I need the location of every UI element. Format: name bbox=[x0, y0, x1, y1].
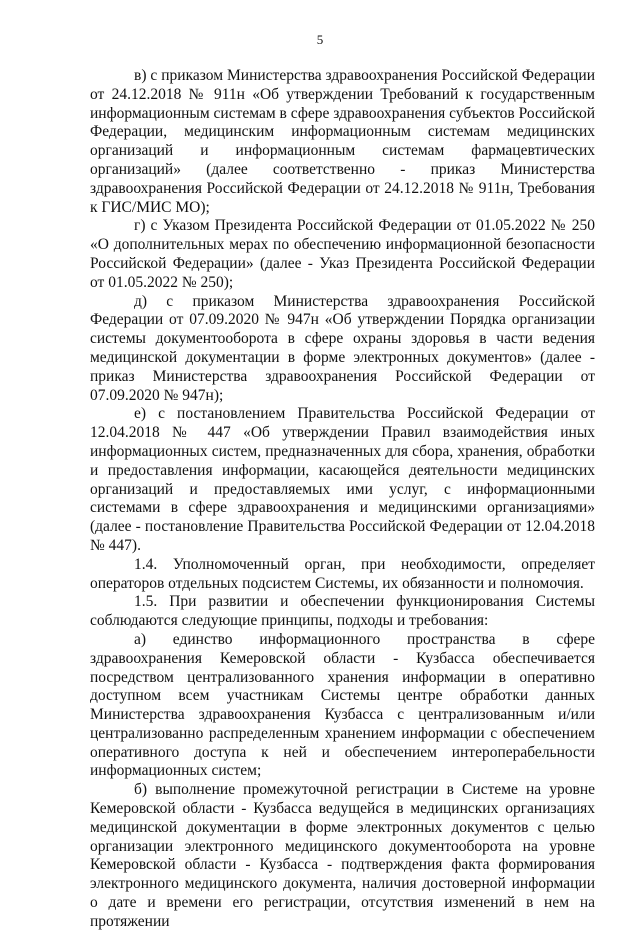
paragraph-1-4: 1.4. Уполномоченный орган, при необходимости, определяет операторов отдельных подсистем Системы, их обязанности и полномочия. bbox=[90, 555, 595, 592]
paragraph-d: д) с приказом Министерства здравоохранения Российской Федерации от 07.09.2020 № 947н «Об утверждении Порядка организации системы документооборота в сфере охраны здоровья в части ведения медицинской документации в форме электронных документов» (далее - приказ Министерства здравоохранения Российской Федерации от 07.09.2020 № 947н); bbox=[90, 292, 595, 404]
paragraph-1-5: 1.5. При развитии и обеспечении функционирования Системы соблюдаются следующие принципы, подходы и требования: bbox=[90, 593, 595, 630]
paragraph-e: е) с постановлением Правительства Российской Федерации от 12.04.2018 № 447 «Об утверждении Правил взаимодействия иных информационных систем, предназначенных для сбора, хранения, обработки и предоставления информации, касающейся деятельности медицинских организаций и предоставляемых ими услуг, с информационными системами в сфере здравоохранения и медицинскими организациями» (далее - постановление Правительства Российской Федерации от 12.04.2018 № 447). bbox=[90, 405, 595, 554]
document-body bbox=[90, 67, 595, 932]
paragraph-a: а) единство информационного пространства в сфере здравоохранения Кемеровской области - Кузбасса обеспечивается посредством централизованного хранения информации в оперативно доступном всем участникам Системы центре обработки данных Министерства здравоохранения Кузбасса с централизованным и/или централизованно распределенным хранением информации с обеспечением оперативного доступа к ней и обеспечением интероперабельности информационных систем; bbox=[90, 630, 595, 780]
paragraph-v: в) с приказом Министерства здравоохранения Российской Федерации от 24.12.2018 № 911н «Об утверждении Требований к государственным информационным системам в сфере здравоохранения субъектов Российской Федерации, медицинским информационным системам медицинских организаций и информационным системам фармацевтических организаций» (далее соответственно - приказ Министерства здравоохранения Российской Федерации от 24.12.2018 № 911н, Требования к ГИС/МИС МО); bbox=[90, 67, 595, 216]
paragraph-g: г) с Указом Президента Российской Федерации от 01.05.2022 № 250 «О дополнительных мерах по обеспечению информационной безопасности Российской Федерации» (далее - Указ Президента Российской Федерации от 01.05.2022 № 250); bbox=[90, 217, 595, 291]
page-number: 5 bbox=[316, 32, 324, 47]
paragraph-b: б) выполнение промежуточной регистрации в Системе на уровне Кемеровской области - Кузбасса ведущейся в медицинских организациях медицинской документации в форме электронных документов с целью организации электронного медицинского документооборота на уровне Кемеровской области - Кузбасса - подтверждения факта формирования электронного медицинского документа, наличия достоверной информации о дате и времени его регистрации, отсутствия изменений в нем на протяжении bbox=[90, 781, 595, 930]
